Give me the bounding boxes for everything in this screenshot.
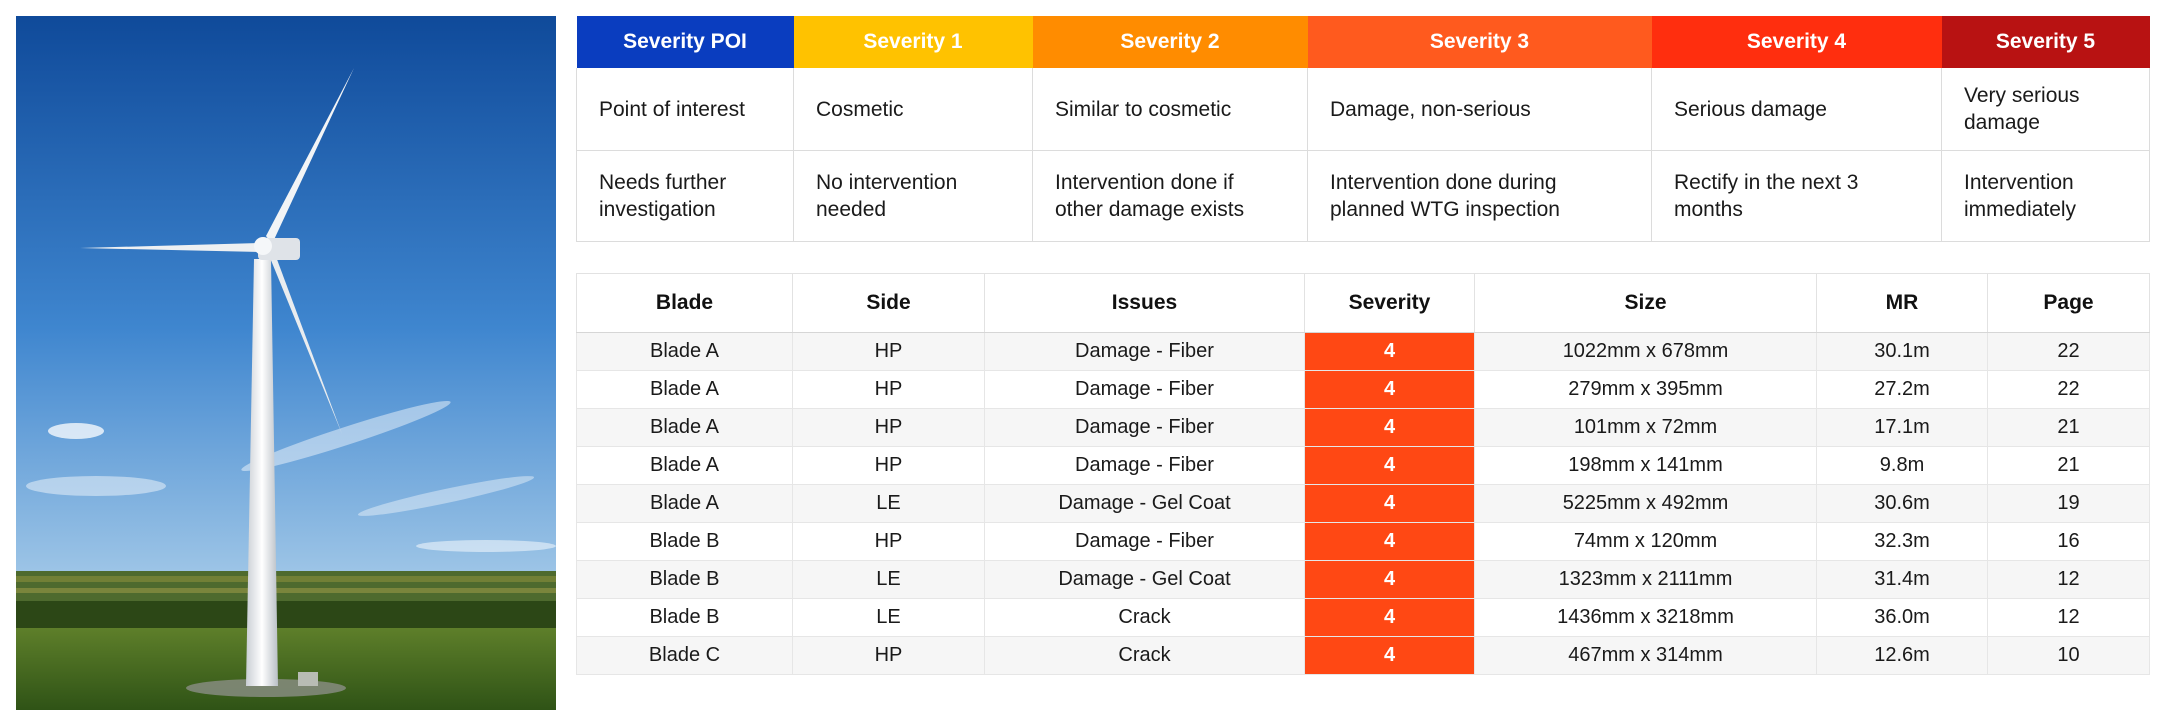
- mr-cell: 36.0m: [1817, 599, 1988, 637]
- severity-poi-header: Severity POI: [577, 16, 794, 68]
- blade-cell: Blade A: [577, 333, 793, 371]
- side-cell: HP: [793, 523, 985, 561]
- column-header-page: Page: [1988, 274, 2150, 333]
- mr-cell: 31.4m: [1817, 561, 1988, 599]
- side-cell: LE: [793, 561, 985, 599]
- blade-cell: Blade B: [577, 561, 793, 599]
- table-row: [577, 599, 2150, 637]
- severity-cell: 4: [1305, 561, 1475, 599]
- severity-description: Point of interest: [577, 68, 794, 151]
- size-cell: 198mm x 141mm: [1475, 447, 1817, 485]
- findings-table: [576, 273, 2150, 675]
- issue-cell: Damage - Gel Coat: [985, 485, 1305, 523]
- table-row: [577, 561, 2150, 599]
- side-cell: HP: [793, 447, 985, 485]
- severity-action: Intervention immediately: [1942, 151, 2150, 242]
- page-cell: 12: [1988, 599, 2150, 637]
- severity-cell: 4: [1305, 599, 1475, 637]
- size-cell: 74mm x 120mm: [1475, 523, 1817, 561]
- column-header-blade: Blade: [577, 274, 793, 333]
- mr-cell: 30.1m: [1817, 333, 1988, 371]
- findings-header-row: [577, 274, 2150, 333]
- severity-action: No intervention needed: [794, 151, 1033, 242]
- severity-description: Very serious damage: [1942, 68, 2150, 151]
- page-cell: 16: [1988, 523, 2150, 561]
- findings-body: [577, 333, 2150, 675]
- severity-cell: 4: [1305, 371, 1475, 409]
- blade-cell: Blade A: [577, 485, 793, 523]
- size-cell: 101mm x 72mm: [1475, 409, 1817, 447]
- severity-legend-table: [576, 16, 2150, 242]
- issue-cell: Crack: [985, 637, 1305, 675]
- page-cell: 21: [1988, 447, 2150, 485]
- size-cell: 467mm x 314mm: [1475, 637, 1817, 675]
- mr-cell: 30.6m: [1817, 485, 1988, 523]
- wind-turbine-photo: [16, 16, 556, 710]
- issue-cell: Damage - Fiber: [985, 409, 1305, 447]
- mr-cell: 12.6m: [1817, 637, 1988, 675]
- side-cell: HP: [793, 637, 985, 675]
- side-cell: HP: [793, 409, 985, 447]
- severity-action: Needs further investigation: [577, 151, 794, 242]
- blade-cell: Blade B: [577, 599, 793, 637]
- severity-cell: 4: [1305, 485, 1475, 523]
- severity-action: Rectify in the next 3 months: [1652, 151, 1942, 242]
- severity-header-row: [577, 16, 2150, 68]
- issue-cell: Damage - Fiber: [985, 371, 1305, 409]
- mr-cell: 17.1m: [1817, 409, 1988, 447]
- side-cell: HP: [793, 333, 985, 371]
- blade-cell: Blade A: [577, 409, 793, 447]
- issue-cell: Damage - Gel Coat: [985, 561, 1305, 599]
- column-header-severity: Severity: [1305, 274, 1475, 333]
- severity-description: Serious damage: [1652, 68, 1942, 151]
- severity-4-header: Severity 4: [1652, 16, 1942, 68]
- severity-3-header: Severity 3: [1308, 16, 1652, 68]
- table-row: [577, 637, 2150, 675]
- severity-action: Intervention done during planned WTG inspection: [1308, 151, 1652, 242]
- size-cell: 1436mm x 3218mm: [1475, 599, 1817, 637]
- column-header-size: Size: [1475, 274, 1817, 333]
- column-header-side: Side: [793, 274, 985, 333]
- side-cell: LE: [793, 485, 985, 523]
- page-cell: 22: [1988, 371, 2150, 409]
- severity-description: Damage, non-serious: [1308, 68, 1652, 151]
- table-row: [577, 485, 2150, 523]
- issue-cell: Crack: [985, 599, 1305, 637]
- size-cell: 1022mm x 678mm: [1475, 333, 1817, 371]
- column-header-mr: MR: [1817, 274, 1988, 333]
- issue-cell: Damage - Fiber: [985, 333, 1305, 371]
- size-cell: 279mm x 395mm: [1475, 371, 1817, 409]
- severity-5-header: Severity 5: [1942, 16, 2150, 68]
- severity-action: Intervention done if other damage exists: [1033, 151, 1308, 242]
- table-row: [577, 333, 2150, 371]
- table-row: [577, 447, 2150, 485]
- severity-2-header: Severity 2: [1033, 16, 1308, 68]
- severity-cell: 4: [1305, 409, 1475, 447]
- severity-description-row: [577, 68, 2150, 151]
- blade-cell: Blade A: [577, 447, 793, 485]
- mr-cell: 32.3m: [1817, 523, 1988, 561]
- table-row: [577, 523, 2150, 561]
- blade-cell: Blade C: [577, 637, 793, 675]
- mr-cell: 27.2m: [1817, 371, 1988, 409]
- page-cell: 10: [1988, 637, 2150, 675]
- side-cell: HP: [793, 371, 985, 409]
- severity-cell: 4: [1305, 637, 1475, 675]
- page-cell: 12: [1988, 561, 2150, 599]
- issue-cell: Damage - Fiber: [985, 523, 1305, 561]
- table-row: [577, 409, 2150, 447]
- side-cell: LE: [793, 599, 985, 637]
- column-header-issues: Issues: [985, 274, 1305, 333]
- size-cell: 1323mm x 2111mm: [1475, 561, 1817, 599]
- size-cell: 5225mm x 492mm: [1475, 485, 1817, 523]
- severity-cell: 4: [1305, 333, 1475, 371]
- severity-description: Cosmetic: [794, 68, 1033, 151]
- page-cell: 21: [1988, 409, 2150, 447]
- severity-cell: 4: [1305, 523, 1475, 561]
- page-cell: 22: [1988, 333, 2150, 371]
- table-row: [577, 371, 2150, 409]
- severity-action-row: [577, 151, 2150, 242]
- mr-cell: 9.8m: [1817, 447, 1988, 485]
- page-cell: 19: [1988, 485, 2150, 523]
- severity-cell: 4: [1305, 447, 1475, 485]
- severity-description: Similar to cosmetic: [1033, 68, 1308, 151]
- blade-cell: Blade B: [577, 523, 793, 561]
- issue-cell: Damage - Fiber: [985, 447, 1305, 485]
- severity-1-header: Severity 1: [794, 16, 1033, 68]
- blade-cell: Blade A: [577, 371, 793, 409]
